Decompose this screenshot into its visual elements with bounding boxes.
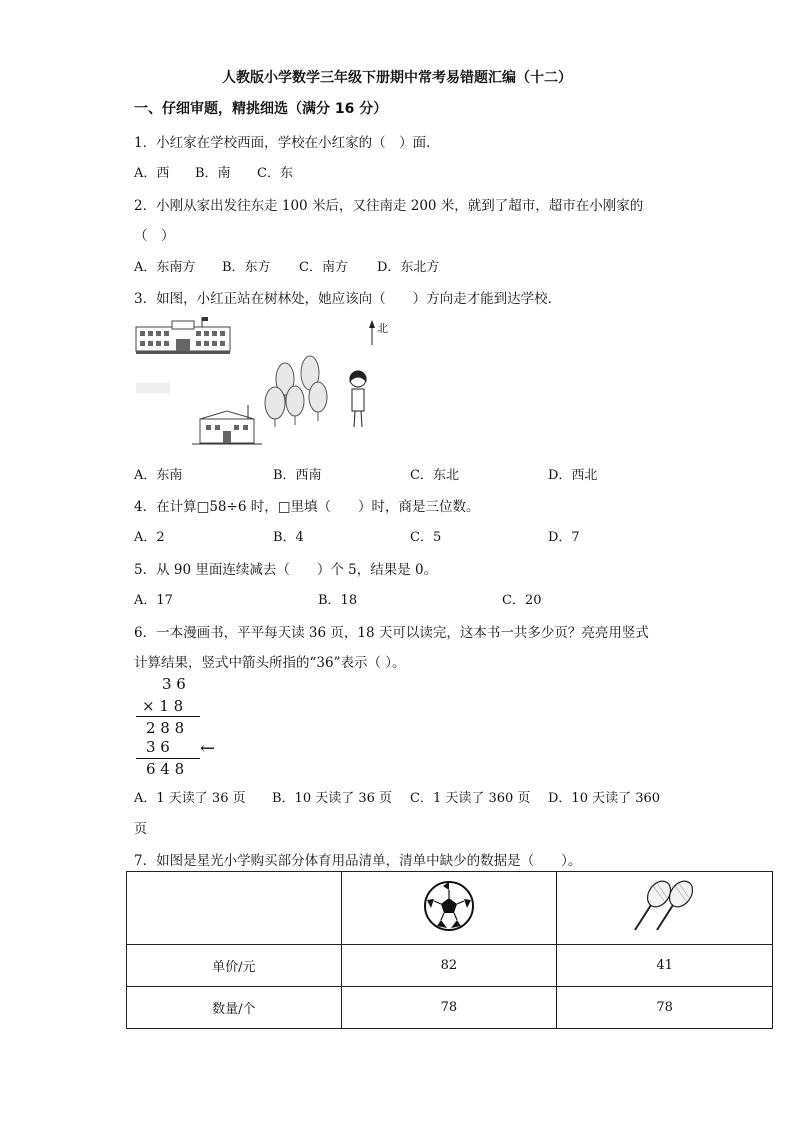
north-arrow-icon [369,320,375,345]
q1-option-c: C．东 [257,166,293,181]
q5-option-a: A．17 [134,593,173,608]
small-school-icon [192,405,262,444]
question-2: 2．小刚从家出发往东走 100 米后，又往南走 200 米，就到了超市，超市在小刚家的 [134,198,644,214]
table-header-empty [127,872,342,945]
q6-option-b: B．10 天读了 36 页 [272,791,393,806]
q2-option-c: C．南方 [299,260,348,275]
q3-option-c: C．东北 [410,468,459,483]
soccer-ball-icon [421,878,477,934]
price-racket: 41 [557,945,773,987]
q6-option-d: D．10 天读了 360 [548,791,661,806]
q4-option-a: A．2 [134,530,165,545]
calc-row-3: 2 8 8 [146,719,185,737]
calc-row-4: 3 6 [146,738,170,756]
quantity-soccer: 78 [341,987,557,1029]
question-4: 4．在计算□58÷6 时，□里填（ ）时，商是三位数。 [134,499,480,515]
left-arrow-icon: ← [200,738,216,759]
calc-line-1 [136,716,200,717]
q1-option-b: B．南 [195,166,231,181]
supplies-table [126,871,773,1029]
calc-row-2: × 1 8 [142,697,184,715]
q6-option-a: A．1 天读了 36 页 [134,791,246,806]
q3-map-figure [130,315,390,450]
calc-row-1: 3 6 [162,675,186,693]
question-6: 6．一本漫画书，平平每天读 36 页，18 天可以读完，这本书一共多少页？亮亮用竖式 [134,625,649,641]
table-header-soccer [341,872,557,945]
calc-line-2 [136,758,200,759]
q1-option-a: A．西 [134,166,170,181]
trees-icon [265,356,327,427]
q6-option-d-wrap: 页 [134,822,148,837]
q5-option-c: C．20 [502,593,542,608]
q3-option-d: D．西北 [548,468,598,483]
q4-option-b: B．4 [273,530,304,545]
school-building-icon [136,317,230,354]
q6-option-c: C．1 天读了 360 页 [410,791,531,806]
calc-row-5: 6 4 8 [146,760,185,778]
north-label: 北 [377,322,388,335]
price-soccer: 82 [341,945,557,987]
question-5: 5．从 90 里面连续减去（ ）个 5，结果是 0。 [134,562,438,578]
q2-option-b: B．东方 [222,260,271,275]
q3-option-a: A．东南 [134,468,183,483]
question-1: 1．小红家在学校西面，学校在小红家的（ ）面． [134,135,440,151]
row-label-quantity: 数量/个 [127,987,342,1029]
girl-icon [350,371,366,427]
q4-option-c: C．5 [410,530,442,545]
page-title: 人教版小学数学三年级下册期中常考易错题汇编（十二） [222,70,572,86]
q2-option-a: A．东南方 [134,260,196,275]
question-3: 3．如图，小红正站在树林处，她应该向（ ）方向走才能到达学校． [134,291,562,307]
row-label-price: 单价/元 [127,945,342,987]
q4-option-d: D．7 [548,530,580,545]
q3-option-b: B．西南 [273,468,322,483]
q2-option-d: D．东北方 [377,260,440,275]
table-header-racket [557,872,773,945]
question-6-line2: 计算结果，竖式中箭头所指的“36”表示（ ）。 [134,655,406,671]
tennis-racket-icon [625,876,705,936]
question-2-blank: （ ） [134,228,175,244]
q5-option-b: B．18 [318,593,358,608]
question-7: 7．如图是星光小学购买部分体育用品清单，清单中缺少的数据是（ ）。 [134,853,582,869]
quantity-racket: 78 [557,987,773,1029]
section-heading: 一、仔细审题，精挑细选（满分 16 分） [134,101,388,117]
